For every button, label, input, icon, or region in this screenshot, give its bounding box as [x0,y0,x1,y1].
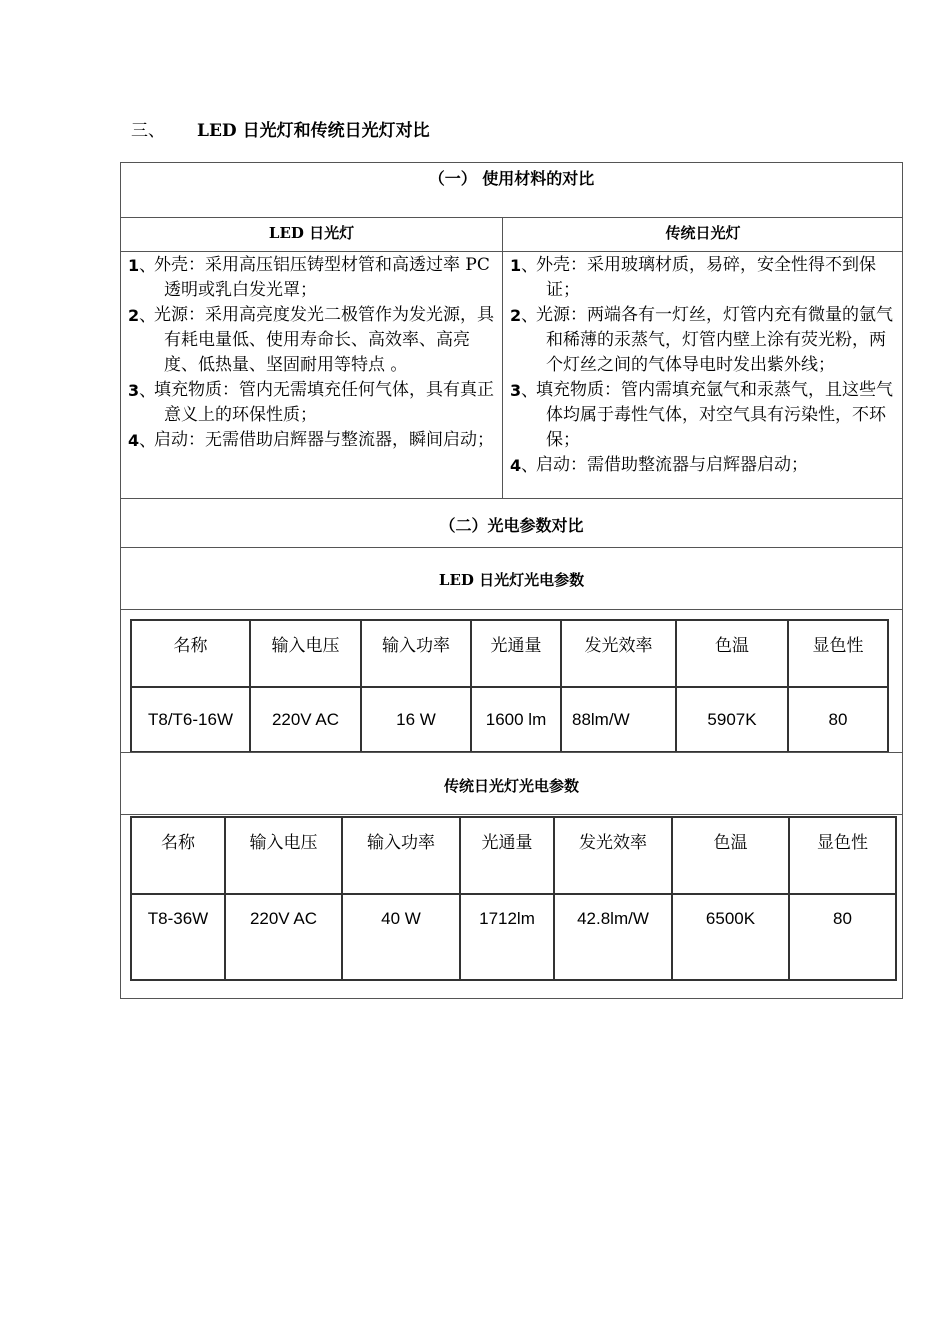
divider [121,814,902,815]
divider [121,752,902,753]
header-cell: 输入功率 [361,620,471,687]
comparison-table [120,162,903,999]
led-material-list [121,253,496,453]
section-heading [131,116,430,141]
cell-flux: 1600 lm [471,687,561,752]
header-cell: 色温 [676,620,788,687]
table-header-row [131,620,888,687]
list-item: 4 、 启动：需借助整流器与启辉器启动； [503,453,896,478]
materials-comparison-title: （一） 使用材料的对比 [428,169,595,188]
traditional-column-header: 传统日光灯 [665,224,741,242]
cell-cri: 80 [789,894,896,980]
table-row [131,894,896,980]
divider [121,609,902,610]
list-item: 2 、 光源：两端各有一灯丝，灯管内充有微量的氩气和稀薄的汞蒸气，灯管内壁上涂有荧光粉，两个灯丝之间的气体导电时发出紫外线； [503,303,896,378]
section-number: 三、 [131,121,165,141]
header-cell: 名称 [131,817,225,894]
list-item: 2 、 光源：采用高亮度发光二极管作为发光源，具有耗电量低、使用寿命长、高效率、高亮度、低热量、坚固耐用等特点 。 [121,303,496,378]
header-cell: 光通量 [460,817,554,894]
header-cell: 显色性 [789,817,896,894]
cell-name: T8-36W [131,894,225,980]
photoelectric-comparison-title: （二）光电参数对比 [439,516,584,535]
divider [121,251,902,252]
header-cell: 色温 [672,817,789,894]
cell-voltage: 220V AC [225,894,342,980]
led-params-table [130,619,889,753]
cell-color-temp: 5907K [676,687,788,752]
cell-color-temp: 6500K [672,894,789,980]
divider [121,217,902,218]
cell-power: 16 W [361,687,471,752]
list-item: 3 、 填充物质：管内需填充氩气和汞蒸气，且这些气体均属于毒性气体，对空气具有污染性，不环保； [503,378,896,453]
list-item: 3 、 填充物质：管内无需填充任何气体，具有真正意义上的环保性质； [121,378,496,428]
divider [121,498,902,499]
list-item: 4 、 启动：无需借助启辉器与整流器，瞬间启动； [121,428,496,453]
cell-flux: 1712lm [460,894,554,980]
list-item: 1 、 外壳：采用玻璃材质，易碎，安全性得不到保证； [503,253,896,303]
table-row [131,687,888,752]
cell-efficiency: 88lm/W [561,687,676,752]
traditional-material-list [503,253,896,478]
header-cell: 发光效率 [561,620,676,687]
cell-efficiency: 42.8lm/W [554,894,672,980]
header-cell: 输入电压 [225,817,342,894]
list-item: 1 、 外壳：采用高压铝压铸型材管和高透过率 PC 透明或乳白发光罩； [121,253,496,303]
section-title: LED 日光灯和传统日光灯对比 [197,121,430,141]
header-cell: 输入电压 [250,620,361,687]
cell-name: T8/T6-16W [131,687,250,752]
table-header-row [131,817,896,894]
cell-voltage: 220V AC [250,687,361,752]
header-cell: 光通量 [471,620,561,687]
header-cell: 显色性 [788,620,888,687]
header-cell: 名称 [131,620,250,687]
cell-power: 40 W [342,894,460,980]
led-column-header: LED 日光灯 [268,224,355,242]
header-cell: 输入功率 [342,817,460,894]
traditional-params-title: 传统日光灯光电参数 [443,777,579,795]
led-params-title: LED 日光灯光电参数 [438,571,585,589]
traditional-params-table [130,816,897,981]
divider [121,547,902,548]
cell-cri: 80 [788,687,888,752]
header-cell: 发光效率 [554,817,672,894]
